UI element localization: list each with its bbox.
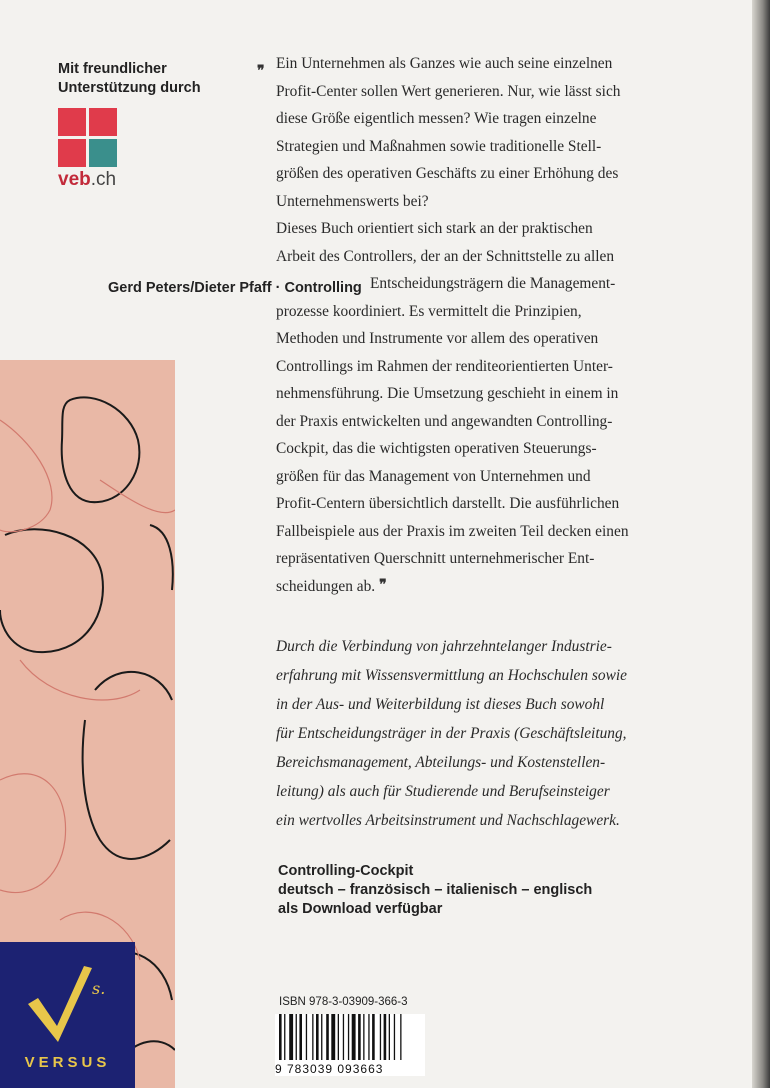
open-quote-mark: ❞ [257, 62, 265, 78]
cockpit-line-1: Controlling-Cockpit [278, 863, 414, 879]
blurb-text [276, 50, 646, 600]
blurb-line: prozesse koordiniert. Es vermittelt die Prinzipien, [276, 302, 582, 320]
blurb-line: Fallbeispiele aus der Praxis im zweiten Teil decken einen [276, 522, 629, 540]
blurb-line: Profit-Centern übersichtlich darstellt. Die ausführlichen [276, 495, 620, 512]
logo-square-3 [58, 139, 86, 167]
barcode-bar [358, 1014, 361, 1060]
barcode-bar [306, 1014, 307, 1060]
barcode-bar [372, 1014, 375, 1060]
barcode-bar [343, 1014, 344, 1060]
barcode [275, 1014, 425, 1076]
barcode-bar [389, 1014, 390, 1060]
audience-line: erfahrung mit Wissensvermittlung an Hochschulen sowie [276, 667, 627, 684]
barcode-digits: 9 783039 093663 [275, 1062, 384, 1076]
logo-square-1 [58, 108, 86, 136]
logo-suffix: .ch [90, 169, 117, 190]
audience-line: in der Aus- und Weiterbildung ist dieses Buch sowohl [276, 696, 605, 713]
barcode-bar [299, 1014, 302, 1060]
sponsor-line-1: Mit freundlicher [58, 61, 167, 77]
isbn-label: ISBN 978-3-03909-366-3 [279, 996, 408, 1008]
barcode-bar [394, 1014, 395, 1060]
barcode-bar [384, 1014, 387, 1060]
publisher-v-mark-icon [0, 942, 135, 1052]
sponsor-line-2: Unterstützung durch [58, 80, 201, 96]
barcode-bars [275, 1014, 425, 1060]
barcode-bar [296, 1014, 297, 1060]
svg-text:s.: s. [92, 979, 106, 998]
barcode-bar [321, 1014, 322, 1060]
barcode-bar [279, 1014, 282, 1060]
barcode-bar [331, 1014, 335, 1060]
barcode-bar [363, 1014, 364, 1060]
blurb-line: Profit-Center sollen Wert generieren. Nur, wie lässt sich [276, 82, 621, 100]
page-edge [752, 0, 770, 1088]
barcode-bar [312, 1014, 313, 1060]
audience-line: Durch die Verbindung von jahrzehntelanger Industrie- [276, 638, 612, 655]
barcode-bar [380, 1014, 381, 1060]
barcode-bar [338, 1014, 339, 1060]
blurb-line: Ein Unternehmen als Ganzes wie auch seine einzelnen [276, 55, 613, 72]
barcode-bar [348, 1014, 349, 1060]
close-quote-mark: ❞ [379, 575, 387, 592]
blurb-line: Cockpit, das die wichtigsten operativen Steuerungs- [276, 440, 597, 457]
blurb-line: Dieses Buch orientiert sich stark an der praktischen [276, 220, 593, 237]
audience-line: ein wertvolles Arbeitsinstrument und Nachschlagewerk. [276, 812, 620, 829]
logo-square-4 [89, 139, 117, 167]
cockpit-line-3: als Download verfügbar [278, 901, 443, 917]
blurb-line: der Praxis entwickelten und angewandten Controlling- [276, 412, 613, 430]
blurb-line: Entscheidungsträgern die Management- [370, 275, 616, 292]
publisher-name: VERSUS [24, 1054, 111, 1071]
blurb-line: scheidungen ab. ❞ [276, 573, 646, 601]
cockpit-line-2: deutsch – französisch – italienisch – englisch [278, 882, 593, 898]
audience-line: Bereichsmanagement, Abteilungs- und Kostenstellen- [276, 754, 606, 771]
logo-square-2 [89, 108, 117, 136]
cockpit-note [278, 862, 592, 919]
barcode-bar [400, 1014, 401, 1060]
barcode-bar [284, 1014, 285, 1060]
barcode-bar [316, 1014, 319, 1060]
blurb-line: diese Größe eigentlich messen? Wie tragen einzelne [276, 110, 597, 127]
blurb-line: Controllings im Rahmen der renditeorientierten Unter- [276, 357, 613, 375]
blurb-line: repräsentativen Querschnitt unternehmerischer Ent- [276, 550, 595, 567]
blurb-line: Arbeit des Controllers, der an der Schnittstelle zu allen [276, 247, 615, 265]
veb-logo [58, 108, 118, 168]
veb-logo-text [58, 169, 116, 191]
barcode-bar [326, 1014, 329, 1060]
blurb-line: Methoden und Instrumente vor allem des operativen [276, 330, 599, 347]
audience-line: für Entscheidungsträger in der Praxis (Geschäftsleitung, [276, 725, 627, 742]
blurb-line: größen des operativen Geschäfts zu einer Erhöhung des [276, 165, 619, 182]
audience-text [276, 632, 646, 835]
barcode-bar [289, 1014, 293, 1060]
blurb-line: Strategien und Maßnahmen sowie traditionelle Stell- [276, 137, 602, 155]
logo-name: veb [58, 169, 91, 190]
barcode-bar [352, 1014, 356, 1060]
audience-line: leitung) als auch für Studierende und Berufseinsteiger [276, 783, 610, 800]
blurb-line: Unternehmenswerts bei? [276, 192, 429, 210]
sponsor-note [58, 60, 201, 98]
authors-title: Gerd Peters/Dieter Pfaff · Controlling [108, 280, 362, 296]
blurb-line: nehmensführung. Die Umsetzung geschieht in einem in [276, 385, 619, 402]
barcode-bar [368, 1014, 369, 1060]
blurb-line: größen für das Management von Unternehmen und [276, 467, 591, 485]
